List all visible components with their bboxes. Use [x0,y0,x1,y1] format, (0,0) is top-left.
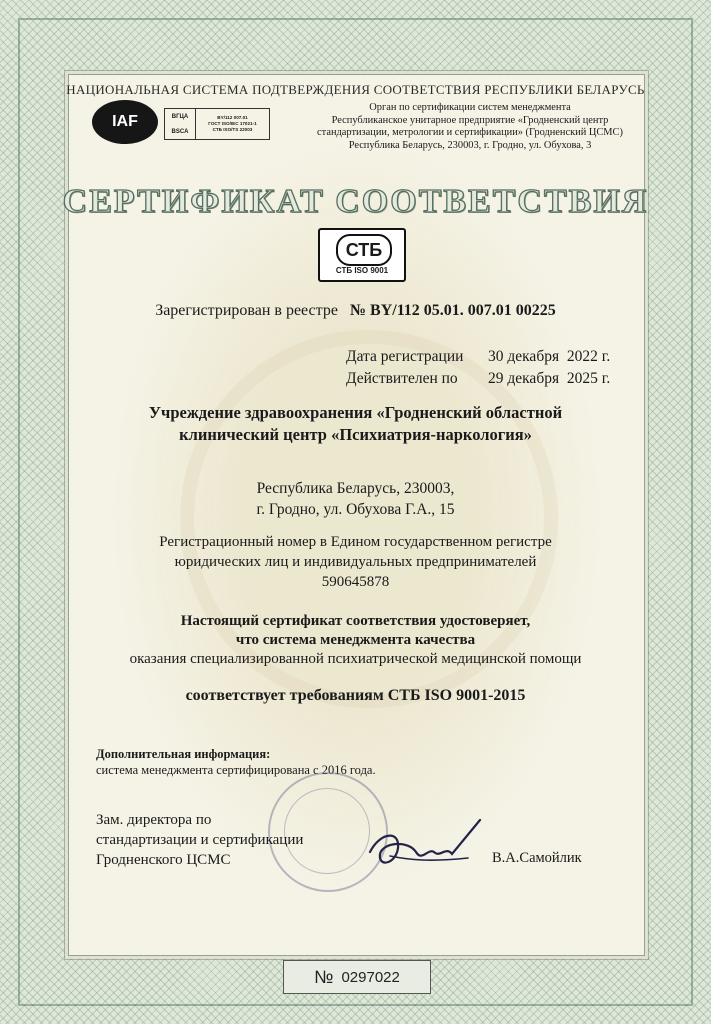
additional-info-heading: Дополнительная информация: [96,747,271,761]
serial-prefix: № [314,966,334,987]
iaf-logo: IAF [92,100,158,144]
position-line: Гродненского ЦСМС [96,852,231,868]
organ-line: Республика Беларусь, 230003, г. Гродно, ул. Обухова, 3 [348,139,592,151]
dates-block [346,346,636,390]
serial-number-box [283,960,431,994]
accreditation-line: ГОСТ ISO/IEC 17021-1 [208,121,257,126]
address-line: Республика Беларусь, 230003, [256,480,455,497]
signatory-position [96,810,303,870]
organization-name [0,402,711,446]
accreditation-body-top: ВГЦА [171,113,189,120]
certification-body [305,102,635,152]
registration-line: юридических лиц и индивидуальных предпринимателей [174,554,537,570]
organization-line: Учреждение здравоохранения «Гродненский областной [148,403,563,422]
organization-line: клинический центр «Психиатрия-наркология» [179,425,532,444]
registration-date-label: Дата регистрации [346,348,464,365]
signatory-name: В.А.Самойлик [492,850,582,866]
registration-number-block [0,532,711,592]
attestation-line: что система менеджмента качества [235,632,476,648]
valid-until-label: Действителен по [346,370,458,387]
conformity-statement: соответствует требованиям СТБ ISO 9001-2015 [185,687,526,704]
accreditation-mark [164,108,270,140]
registry-line [0,302,711,320]
registry-label: Зарегистрирован в реестре [155,302,338,319]
accreditation-logos [92,100,272,144]
additional-info-text: система менеджмента сертифицирована с 2016 года. [96,763,376,777]
organ-line: Республиканское унитарное предприятие «Гродненский центр [331,114,609,126]
registration-date-value: 30 декабря 2022 г. [488,348,611,365]
stb-logo [318,228,406,282]
certificate-title: СЕРТИФИКАТ СООТВЕТСТВИЯ [62,183,649,220]
position-line: Зам. директора по [96,812,212,828]
address-line: г. Гродно, ул. Обухова Г.А., 15 [256,501,455,518]
attestation-scope: оказания специализированной психиатрической медицинской помощи [129,651,582,667]
handwritten-signature [350,812,490,882]
organ-line: Орган по сертификации систем менеджмента [369,102,571,113]
attestation-line: Настоящий сертификат соответствия удостоверяет, [180,613,531,629]
registration-line: Регистрационный номер в Едином государственном регистре [159,534,552,550]
stb-logo-text: СТБ ISO 9001 [335,266,389,275]
accreditation-line: СТБ ISO/TS 22003 [212,127,253,132]
organization-address [0,478,711,520]
accreditation-line: BY/112 007.01 [217,115,248,120]
registration-number: 590645878 [321,574,390,590]
stb-mark: СТБ [336,234,392,266]
organ-line: стандартизации, метрологии и сертификации» (Гродненский ЦСМС) [317,127,623,138]
system-name: НАЦИОНАЛЬНАЯ СИСТЕМА ПОДТВЕРЖДЕНИЯ СООТВЕТСТВИЯ РЕСПУБЛИКИ БЕЛАРУСЬ [66,82,645,97]
attestation-block [0,612,711,669]
registry-number: № BY/112 05.01. 007.01 00225 [349,302,556,319]
serial-number: 0297022 [341,968,400,986]
valid-until-value: 29 декабря 2025 г. [488,370,611,387]
accreditation-body-bottom: BSCA [171,128,189,135]
position-line: стандартизации и сертификации [96,832,304,848]
